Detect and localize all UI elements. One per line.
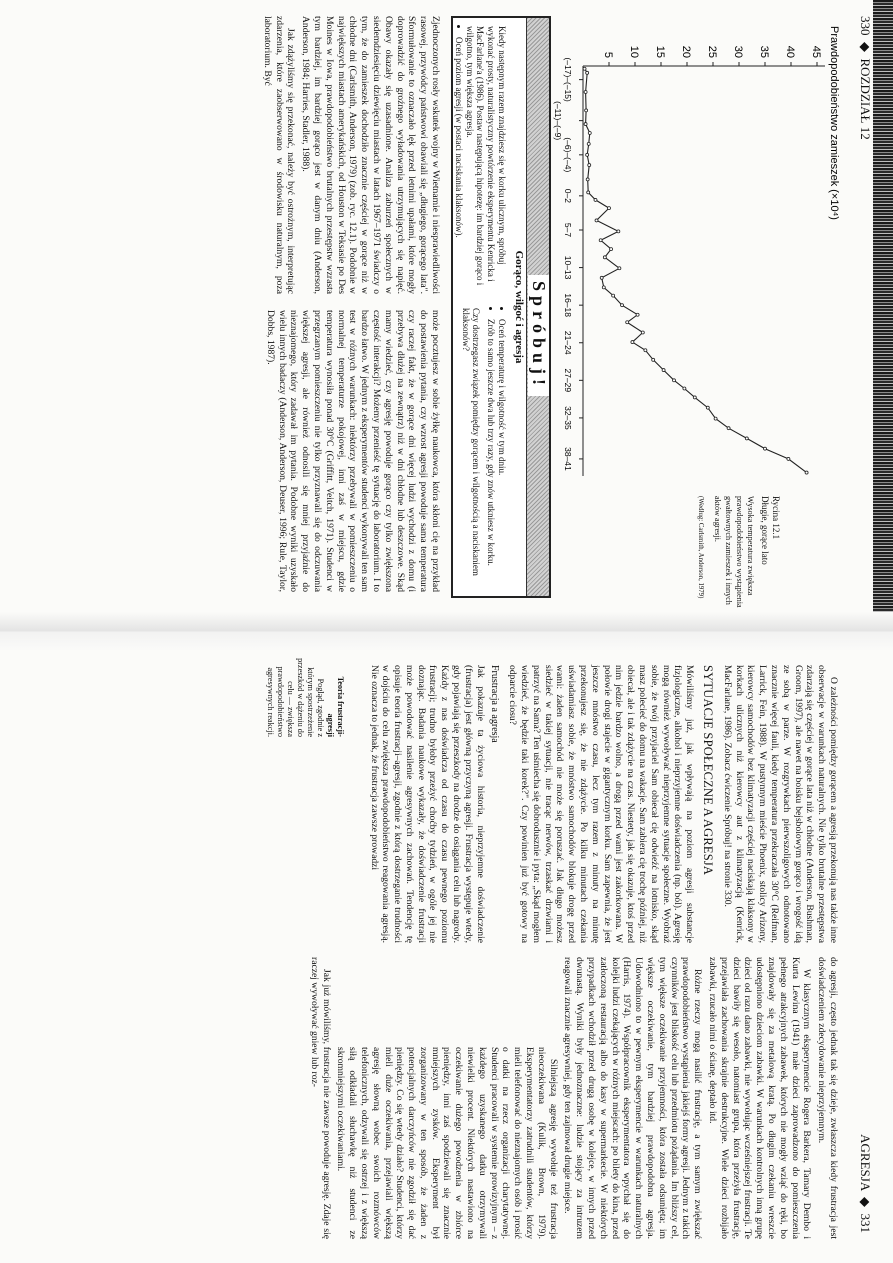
data-point xyxy=(594,198,597,201)
box-outro: Czy dostrzegasz związek pomiędzy gorącem i wilgotnością a naciskaniem klaksonów? xyxy=(460,308,482,576)
box-column-2 xyxy=(460,308,507,586)
section-title: SYTUACJE SPOŁECZNE A AGRESJA xyxy=(701,665,716,876)
left-column-b xyxy=(261,310,441,592)
figure-source: (Według: Carlsmith, Anderson, 1979) xyxy=(697,496,704,599)
x-tick-label: 27–29 xyxy=(563,368,573,393)
data-point xyxy=(805,471,808,474)
data-point xyxy=(585,109,588,112)
box-list-2 xyxy=(485,308,507,586)
data-point xyxy=(787,457,790,460)
data-point xyxy=(652,358,655,361)
paragraph: Jak zdążyliśmy się przekonać, należy być ostrożnym, interpretując zdarzenia, które zaobserwowano w środowisku naturalnym, poza laboratorium. Być xyxy=(261,16,297,294)
scan-edge xyxy=(873,0,893,612)
figure-description: Wysoka temperatura zwiększa prawdopodobieństwo wystąpienia gwałtownych zamieszek i innych aktów agresji. xyxy=(713,496,755,608)
data-point xyxy=(595,219,598,222)
data-point xyxy=(602,286,605,289)
paragraph: Silniejszą agresję wywołuje też frustracja nieoczekiwana (Kulik, Brown, 1979). Eksperymentatorzy zatrudnili studentów, którzy mieli telefonować do nieznajomych osób i prosić o datki na rzecz organizacji charytatywnej. Studenci pracowali w systemie prowizyjnym – z każdego uzyskanego datku otrzymywali niewielki procent. Niektórych nastawiono na oczekiwanie dużego powodzenia w zbiórce pieniędzy, inni zaś spodziewali się znacznie mniejszych zysków. Eksperyment był zorganizowany w ten sposób, że żaden z potencjalnych darczyńców nie zgodził się dać pieniędzy. Co się wtedy działo? Studenci, którzy mieli duże oczekiwania, przejawiali większą agresję słowną wobec swoich rozmówców telefonicznych, odzywali się ostrzej i z większą siłą odkładali słuchawkę niż studenci ze skromniejszymi oczekiwaniami. xyxy=(335,1047,559,1239)
y-tick-label: 35 xyxy=(758,45,770,58)
margin-definition xyxy=(265,655,345,737)
x-tick-label: 32–35 xyxy=(563,406,573,430)
x-tick-label: 16–18 xyxy=(563,293,573,317)
y-axis-label: Prawdopodobieństwo zamieszek (×10⁴) xyxy=(828,26,840,220)
data-point xyxy=(636,313,639,316)
running-head-right xyxy=(857,1134,873,1233)
x-tick-label: 21–24 xyxy=(563,330,573,355)
x-tick-label: 38–41 xyxy=(563,447,573,471)
y-tick-label: 10 xyxy=(628,45,640,58)
y-tick-label: 30 xyxy=(732,45,744,58)
box-column-1 xyxy=(453,26,507,294)
data-point xyxy=(583,67,586,70)
data-point xyxy=(662,369,665,372)
paragraph: Jak już mówiliśmy, frustracja nie zawsze powoduje agresję. Zdaje się raczej wywoływać gniew lub roz- xyxy=(308,957,332,1239)
data-point xyxy=(621,304,624,307)
data-point xyxy=(706,406,709,409)
riot-chart xyxy=(533,6,851,486)
data-point xyxy=(586,71,589,74)
data-point xyxy=(608,207,611,210)
paragraph: Zjednoczonych rosły wskutek wojny w Wietnamie i niesprawiedliwości rasowej, przywódcy państwowi obawiali się „długiego, gorącego lata". Sformułowanie to oznaczało lęk przed letnimi upałami, które mogły doprowadzić do groźnego wyładowania utrzymujących się napięć. Obawy okazały się uzasadnione. Analiza zaburzeń społecznych w siedemdziesięciu dziewięciu miastach w latach 1967–1971 świadczy o tym, że do zamieszek dochodziło znacznie częściej w gorące niż w chłodne dni (Carlsmith, Anderson, 1979) (zob. ryc. 12.1). Podobnie w największych miastach amerykańskich, od Houston w Teksasie po Des Moines w Iowa, prawdopodobieństwo brutalnych przestępstw wzrasta tym bardziej, im bardziej gorąco jest w danym dniu (Anderson, Anderson, 1984; Harries, Stadler, 1988). xyxy=(300,16,441,294)
running-head-left xyxy=(857,16,873,140)
x-tick-label: (–6)–(–4) xyxy=(563,137,573,173)
box-title: Gorąco, wilgoć i agresja xyxy=(513,250,525,364)
y-tick-label: 15 xyxy=(654,45,666,58)
data-point xyxy=(588,164,591,167)
right-column-b xyxy=(305,957,839,1239)
data-point xyxy=(714,417,717,420)
paragraph: do agresji, często jednak tak się dzieje, zwłaszcza kiedy frustracja jest doświadczeniem zdecydowanie nieprzyjemnym. xyxy=(816,957,839,1239)
data-point xyxy=(610,248,613,251)
box-list-1 xyxy=(453,26,464,294)
right-column-a xyxy=(365,665,839,943)
data-point xyxy=(727,427,730,430)
paragraph: O zależności pomiędzy gorącem a agresją przekonują nas także inne obserwacje w warunkach naturalnych. Nie tylko brutalne przestępstwa zdarzają się częściej w gorące lata niż w chłodne (Anderson, Bushman, Groom, 1997), ale nawet na boisku bejsbolowym gorąco i wrogość idą ze sobą w parze. W rozgrywkach pierwszoligowych odnotowano znacznie więcej fauli, kiedy temperatura przekraczała 30°C (Reifman, Larrick, Fein, 1988). W pustynnym mieście Phoenix, stolicy Arizony, kierowcy samochodów bez klimatyzacji częściej naciskają klaksony w korkach ulicznych niż kierowcy aut z klimatyzacją (Kenrick, MacFarlane, 1986). Zobacz ćwiczenie Spróbuj! na stronie 330. xyxy=(721,665,839,943)
left-page xyxy=(0,0,893,612)
book-gutter xyxy=(0,612,893,651)
box-header-label: Spróbuj! xyxy=(528,275,549,396)
x-tick-label: (–17)–(–15) xyxy=(563,57,573,102)
paragraph: Jak pokazuje ta życiowa historia, nieprzyjemne doświadczenie (frustracja) jest główną przyczyną agresji. Frustracja występuje wtedy, gdy pojawiają się przeszkody na drodze do osiągania celu lub nagrody. Każdy z nas doświadcza od czasu do czasu pewnego poziomu frustracji; trudno byłoby przeżyć choćby tydzień, w ogóle jej nie doznając. Badania naukowe wykazały, że doświadczenie frustracji może powodować nasilenie agresywnych zachowań. Tendencję tę opisuje teoria frustracji–agresji, zgodnie z którą dostrzeganie trudności w dojściu do celu zwiększa prawdopodobieństwo reagowania agresją. Nie oznacza to jednak, że frustracja zawsze prowadzi xyxy=(368,665,486,943)
data-point xyxy=(683,387,686,390)
data-point xyxy=(673,379,676,382)
y-tick-label: 25 xyxy=(706,45,718,58)
data-point xyxy=(612,294,615,297)
data-point xyxy=(586,153,589,156)
x-tick-label: 5–7 xyxy=(563,222,573,238)
definition-term: Teoria frustracji-agresji xyxy=(326,676,345,737)
y-tick-label: 20 xyxy=(680,45,692,58)
right-page xyxy=(0,651,893,1263)
definition-text: Pogląd, zgodnie z którym spostrzeżenie przeszkód w dążeniu do celu — zwiększa prawdopodobieństwo agresywnych reakcji. xyxy=(266,658,325,737)
try-it-box xyxy=(451,16,551,598)
data-point xyxy=(603,256,606,259)
x-tick-label: 0–2 xyxy=(563,188,573,203)
data-point xyxy=(644,349,647,352)
page-number: 331 xyxy=(858,1213,873,1233)
list-item: • Oceń temperaturę i wilgotność w tym dniu. xyxy=(496,319,507,586)
data-point xyxy=(587,191,590,194)
data-point xyxy=(641,331,644,334)
subsection-title: Frustracja a agresja xyxy=(489,665,501,743)
paragraph: Różne rzeczy mogą nasilić frustrację, a tym samym zwiększać prawdopodobieństwo wystąpienia jakiejś formy agresji. Jednym z takich czynników jest bliskość celu lub przedmiotu pożądania. Im bliższy cel, tym większe oczekiwanie przyjemności, która została odsunięta; im większe oczekiwanie, tym bardziej prawdopodobna agresja. Udowodniono to w pewnym eksperymencie w warunkach naturalnych (Harris, 1974). Współpracownik eksperymentatora wpychał się do kolejki ludzi czekających w różnych miejscach: po bilety do kina, przed zatłoczoną restauracją albo do kasy w supermarkecie. W niektórych przypadkach wchodził przed drugą osobę w kolejce, w innych przed dwunastą. Wyniki były jednoznaczne: ludzie stojący za intruzem reagowali znacznie agresywniej, gdy ten zajmował drugie miejsce. xyxy=(562,957,704,1239)
data-point xyxy=(693,396,696,399)
data-point xyxy=(586,178,589,181)
data-point xyxy=(600,276,603,279)
data-point xyxy=(764,447,767,450)
data-point xyxy=(584,123,587,126)
paragraph: może pocztujesz w sobie żyłkę naukowca, która skłoni cię na przykład do postawienia pytania, czy wzrost agresji powoduje sama temperatura czy raczej fakt, że w gorące dni więcej ludzi wychodzi z domu (i przebywa dłużej na zewnątrz) niż w dni chłodne lub deszczowe. Skąd mamy wiedzieć, czy agresję powoduje gorąco czy tylko zwiększona częstość interakcji? Możemy przenieść tę sytuację do laboratorium. I to bardzo łatwo. W jednym z eksperymentów studenci wykonywali ten sam test w różnych warunkach: niektórzy przebywali w pomieszczeniu o normalnej temperaturze pokojowej, inni zaś w miejscu, gdzie temperatura wynosiła ponad 30°C (Griffitt, Veitch, 1971). Studenci w przegrzanym pomieszczeniu nie tylko przyznawali się do odczuwania większej agresji, ale również odnosili się mniej przyjaźnie do nieznajomego, który zadawał im pytania. Podobne wyniki uzyskało wielu innych badaczy (Anderson, Anderson, Deuser, 1996; Rule, Taylor, Dobbs, 1987). xyxy=(264,310,441,592)
x-tick-label: (–11)–(–9) xyxy=(553,101,563,141)
paragraph: W klasycznym eksperymencie Rogera Barkera, Tamary Dembo i Kurta Lewina (1941) małe dzieci zaprowadzono do pomieszczenia pełnego atrakcyjnych zabawek, których nie mogły wziąć do ręki, bo znajdowały się za metalową kratą. Po długim czekaniu wreszcie udostępniono dzieciom zabawki. W warunkach kontrolnych inną grupę dzieci od razu dano zabawki, nie wywołując wcześniejszej frustracji. Te dzieci bawiły się wesoło, natomiast grupa, która przeżyła frustrację, przejawiała zachowania skrajnie destrukcyjne. Wiele dzieci rozbijało zabawki, rzucało nimi o ścianę, deptało itd. xyxy=(707,957,813,1239)
page-number: 330 xyxy=(858,16,873,36)
data-point xyxy=(631,341,634,344)
box-header xyxy=(526,18,549,596)
data-point xyxy=(745,437,748,440)
list-item: • Oceń poziom agresji (w postaci naciskania klaksonów). xyxy=(453,37,464,294)
data-point xyxy=(617,230,620,233)
paragraph: Mówiliśmy już, jak wpływają na poziom agresji substancje fizjologiczne, alkohol i nieprzyjemne doświadczenia (np. ból). Agresję mogą również wywoływać nieprzyjemne sytuacje społeczne. Wyobraź sobie, że twój przyjaciel Sam obiecał cię odwieźć na lotnisko, skąd masz polecieć do domu na wakacje. Sam zabiera cię trochę później, niż obiecał, ale i tak zdążycie na czas. Niestety, jak się okazuje, ktoś przed nim jedzie bardzo wolno, a drogą przed wami jest zakorkowana. W połowie drogi stajecie w gigantycznym korku. Sam zapewnia, że jest jeszcze mnóstwo czasu, lecz tym razem z minuty na minutę przekonujesz się, że nie zdążycie. Po kilku minutach czekania uświadamiasz sobie, że mnóstwo samochodów blokuje drogę przed wami: żaden samochód nie może się poruszać. Jak długo możesz siedzieć w takiej sytuacji, nie tracąc nerwów, trzaskać drzwiami i patrzyć na Sama? Ten uśmiecha się dobrodusznie i pyta: „Skąd mogłem wiedzieć, że będzie taki korek?". Czy powinien już być gotowy na odparcie ciosu? xyxy=(507,665,696,943)
y-tick-label: 45 xyxy=(810,45,822,58)
figure-title: Długie, gorące lato xyxy=(760,496,770,565)
data-point xyxy=(587,142,590,145)
data-point xyxy=(588,131,591,134)
figure-label: Rycina 12.1 xyxy=(771,496,781,540)
list-item: • Zrób to samo jeszcze dwa lub trzy razy, gdy znów utkniesz w korku. xyxy=(485,319,496,586)
chapter-label: AGRESJA xyxy=(858,1134,873,1191)
data-point xyxy=(599,239,602,242)
box-intro: Kiedy następnym razem znajdziesz się w korku ulicznym, spróbuj wykonać prosty, naturalistyczny powtórzenie eksperymentu Kenricka i MacFarlane'a (1986). Postaw następującą hipotezę: im bardziej gorąco i wilgotno, tym większa agresja. xyxy=(464,26,507,286)
chapter-label: ROZDZIAŁ 12 xyxy=(858,58,873,140)
figure-caption xyxy=(695,496,781,608)
data-point xyxy=(626,321,629,324)
y-tick-label: 5 xyxy=(602,51,614,58)
bullet-icon: ◆ xyxy=(858,38,873,56)
left-column-a xyxy=(258,16,441,294)
bullet-icon: ◆ xyxy=(858,1193,873,1211)
data-point xyxy=(618,267,621,270)
y-tick-label: 40 xyxy=(784,45,796,58)
series-line xyxy=(585,69,807,473)
x-tick-label: 10–13 xyxy=(563,255,573,280)
data-point xyxy=(584,90,587,93)
